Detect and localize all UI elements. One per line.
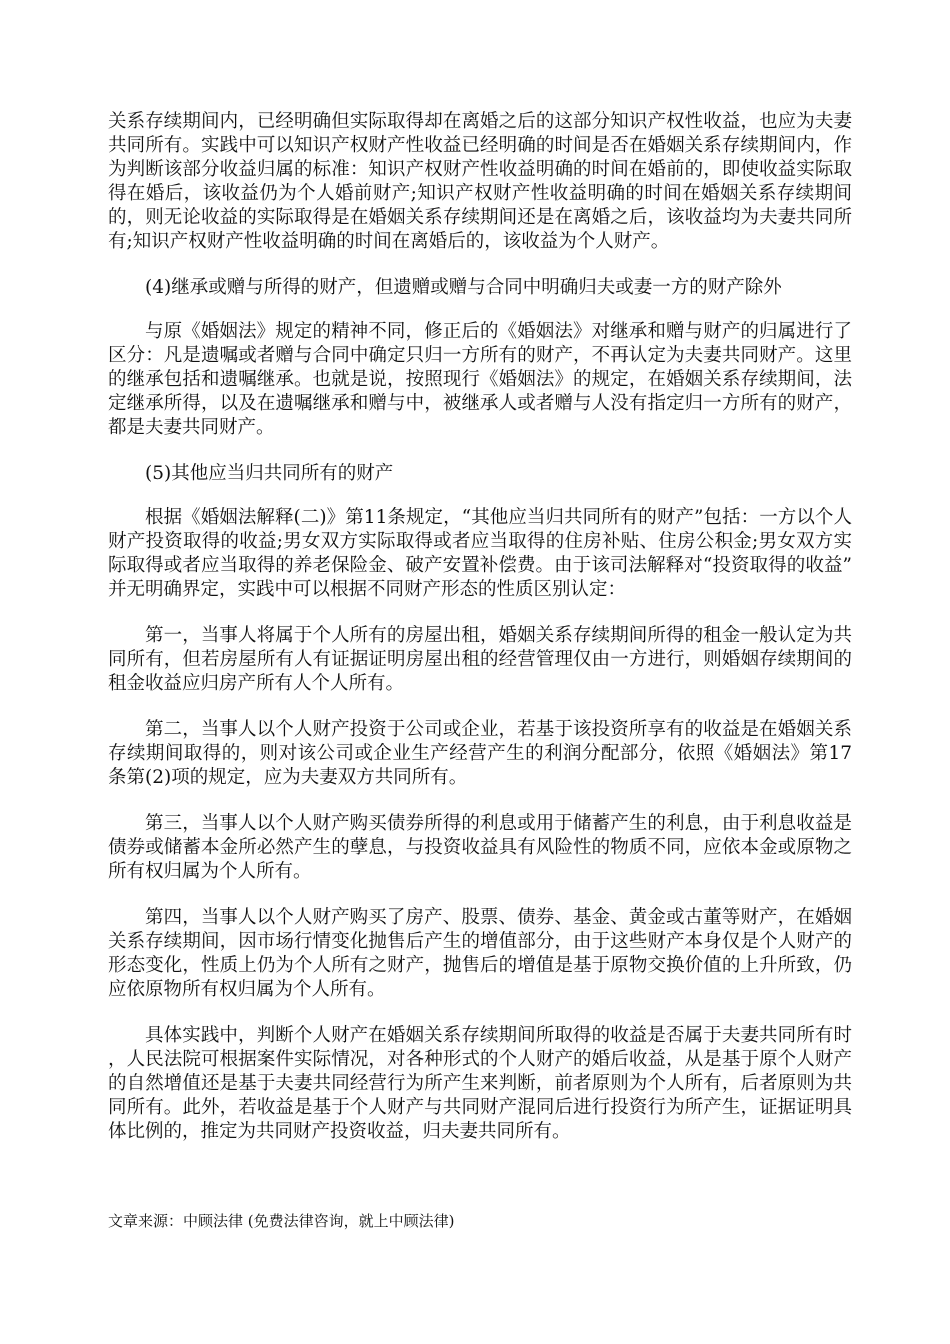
paragraph-practice-judgment: 具体实践中，判断个人财产在婚姻关系存续期间所取得的收益是否属于夫妻共同所有时，人民法院可根据案件实际情况，对各种形式的个人财产的婚后收益，从是基于原个人财产的自然增值还是基于夫妻共同经营行为所产生来判断，前者原则为个人所有，后者原则为共同所有。此外，若收益是基于个人财产与共同财产混同后进行投资行为所产生，证据证明具体比例的，推定为共同财产投资收益，归夫妻共同所有。: [108, 1025, 852, 1142]
paragraph-investment-profit: 第二，当事人以个人财产投资于公司或企业，若基于该投资所享有的收益是在婚姻关系存续期间取得的，则对该公司或企业生产经营产生的利润分配部分，依照《婚姻法》第17条第(2)项的规定，应为夫妻双方共同所有。: [108, 719, 852, 788]
document-body: [108, 110, 852, 1166]
article-source-line: 文章来源：中顾法律 (免费法律咨询，就上中顾法律): [108, 1212, 455, 1230]
paragraph-ip-income-continued: 关系存续期间内，已经明确但实际取得却在离婚之后的这部分知识产权性收益，也应为夫妻共同所有。实践中可以知识产权财产性收益已经明确的时间是否在婚姻关系存续期间内，作为判断该部分收益归属的标准：知识产权财产性收益明确的时间在婚前的，即使收益实际取得在婚后，该收益仍为个人婚前财产;知识产权财产性收益明确的时间在婚姻关系存续期间的，则无论收益的实际取得是在婚姻关系存续期间还是在离婚之后，该收益均为夫妻共同所有;知识产权财产性收益明确的时间在离婚后的，该收益为个人财产。: [108, 111, 852, 252]
paragraph-rental-income: 第一，当事人将属于个人所有的房屋出租，婚姻关系存续期间所得的租金一般认定为共同所有，但若房屋所有人有证据证明房屋出租的经营管理仅由一方进行，则婚姻存续期间的租金收益应归房产所有人个人所有。: [108, 625, 852, 694]
paragraph-judicial-interpretation: 根据《婚姻法解释(二)》第11条规定，“其他应当归共同所有的财产”包括：一方以个人财产投资取得的收益;男女双方实际取得或者应当取得的住房补贴、住房公积金;男女双方实际取得或者应当取得的养老保险金、破产安置补偿费。由于该司法解释对“投资取得的收益”并无明确界定，实践中可以根据不同财产形态的性质区别认定：: [108, 507, 852, 600]
paragraph-inheritance: 与原《婚姻法》规定的精神不同，修正后的《婚姻法》对继承和赠与财产的归属进行了区分：凡是遗嘱或者赠与合同中确定只归一方所有的财产，不再认定为夫妻共同财产。这里的继承包括和遗嘱继承。也就是说，按照现行《婚姻法》的规定，在婚姻关系存续期间，法定继承所得，以及在遗嘱继承和赠与中，被继承人或者赠与人没有指定归一方所有的财产，都是夫妻共同财产。: [108, 321, 852, 438]
paragraph-appreciation: 第四，当事人以个人财产购买了房产、股票、债券、基金、黄金或古董等财产，在婚姻关系存续期间，因市场行情变化抛售后产生的增值部分，由于这些财产本身仅是个人财产的形态变化，性质上仍为个人所有之财产，抛售后的增值是基于原物交换价值的上升所致，仍应依原物所有权归属为个人所有。: [108, 907, 852, 1000]
section-heading-other-common-property: (5)其他应当归共同所有的财产: [145, 463, 394, 484]
section-heading-inheritance-gift: (4)继承或赠与所得的财产，但遗赠或赠与合同中明确归夫或妻一方的财产除外: [145, 277, 782, 298]
paragraph-interest-income: 第三，当事人以个人财产购买债券所得的利息或用于储蓄产生的利息，由于利息收益是债券或储蓄本金所必然产生的孽息，与投资收益具有风险性的物质不同，应依本金或原物之所有权归属为个人所有。: [108, 813, 852, 882]
